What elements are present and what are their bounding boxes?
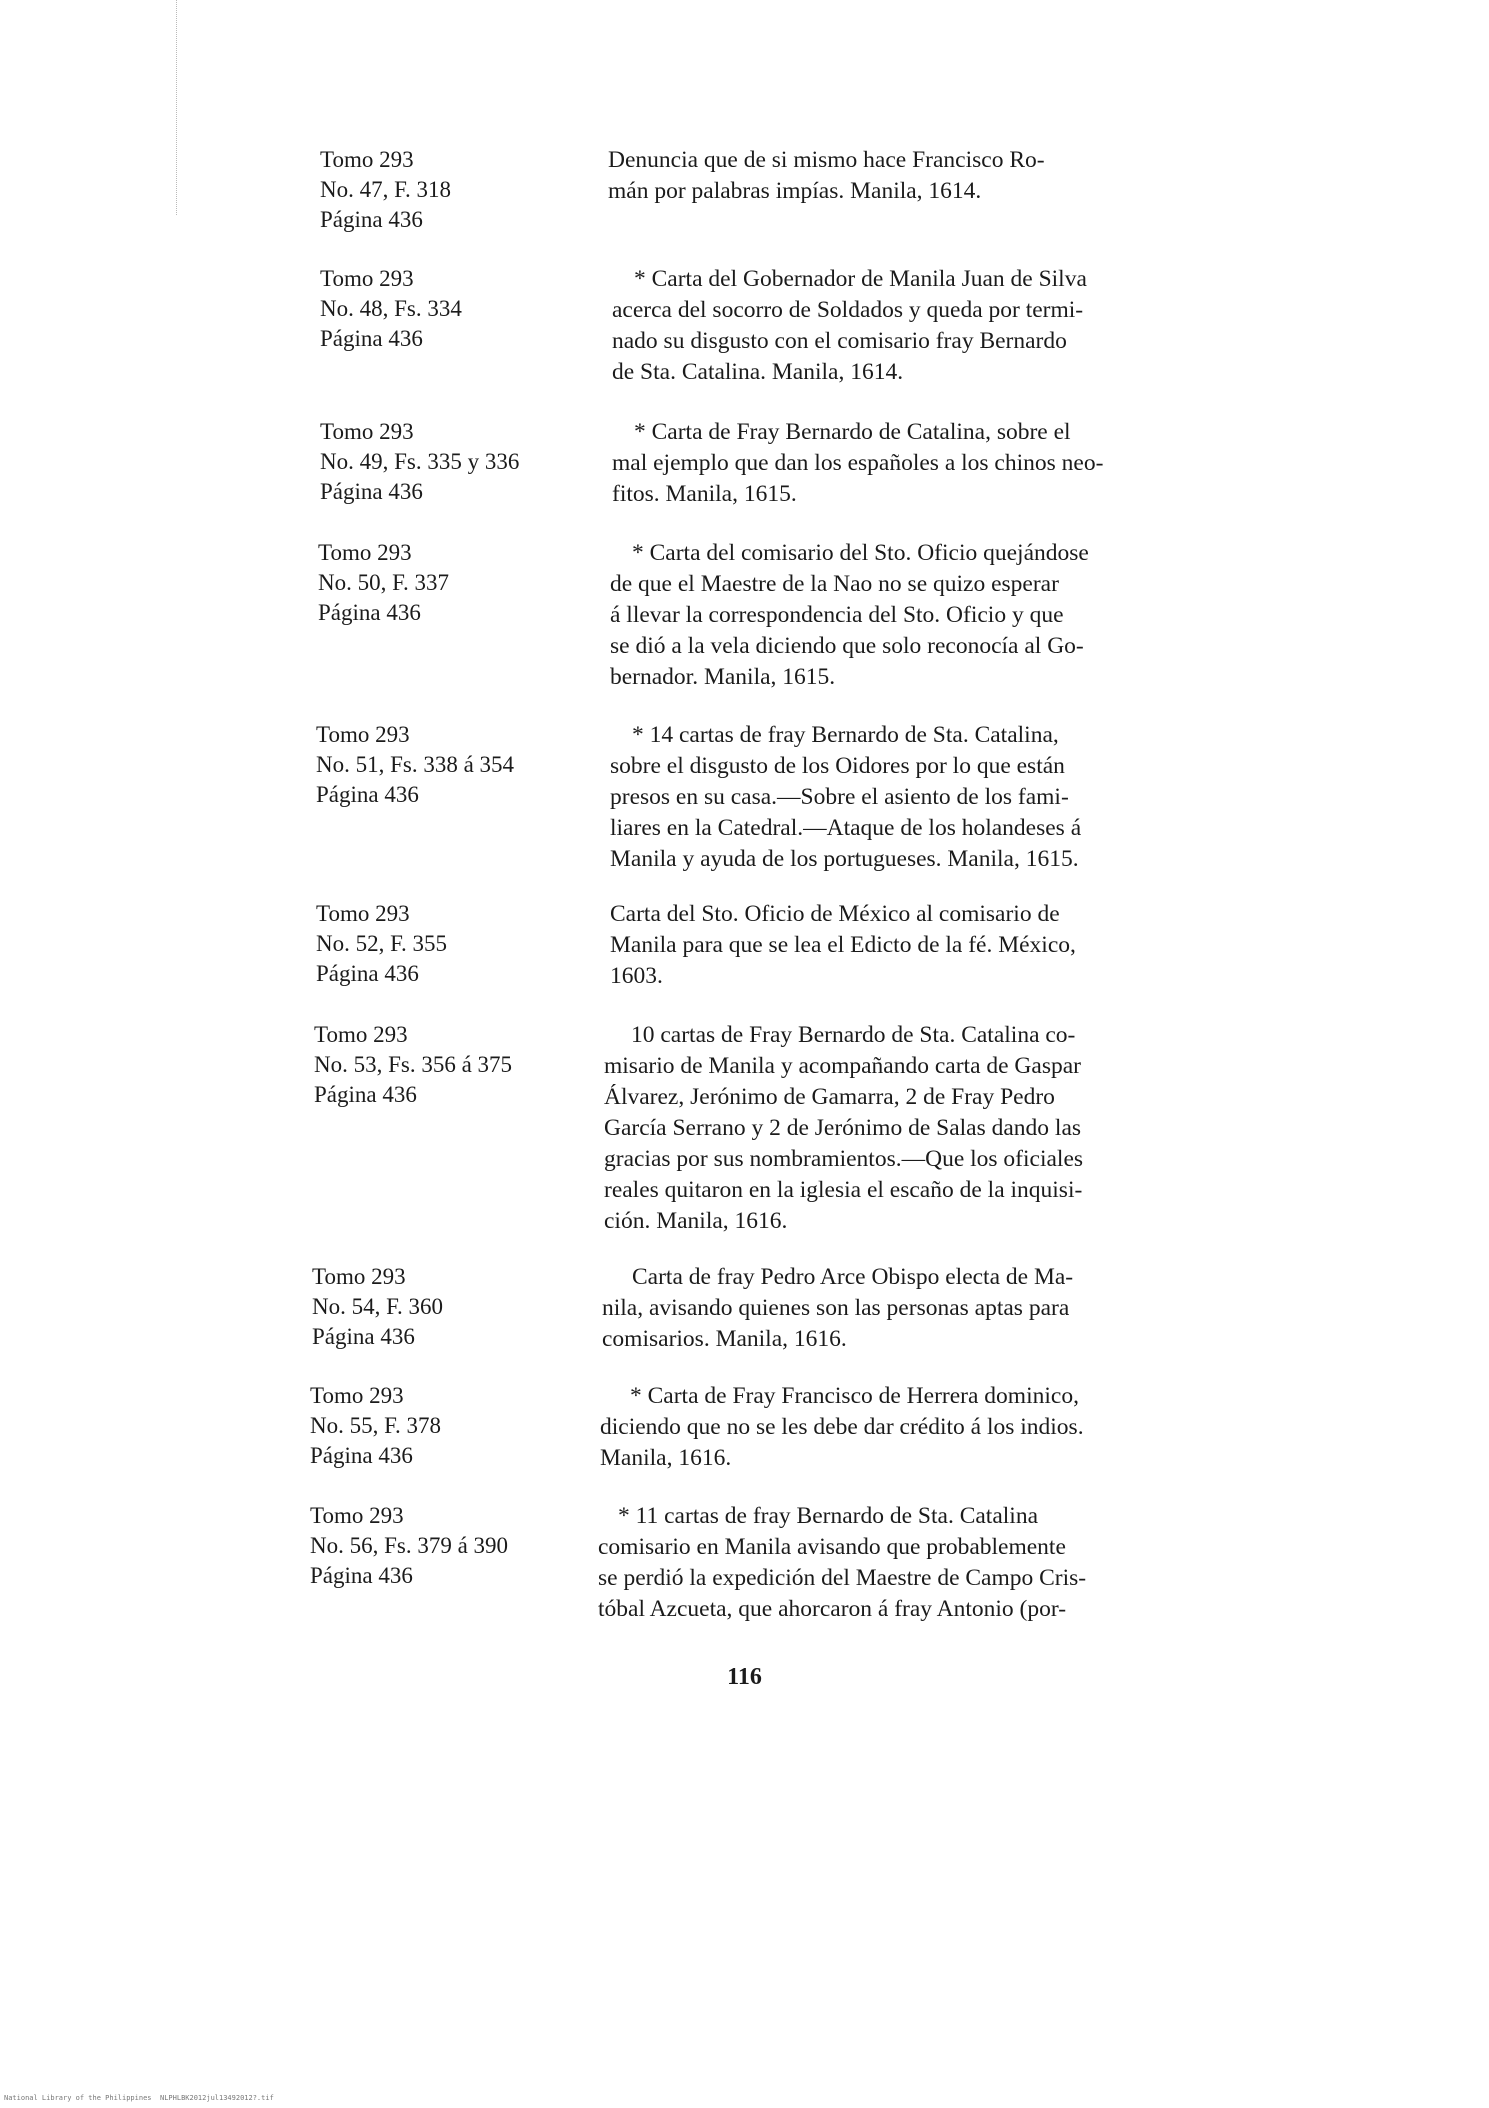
reference-block [320,264,462,354]
description-line: 10 cartas de Fray Bernardo de Sta. Catalina co- [631,1022,1076,1048]
number-folio-label: No. 47, F. 318 [320,177,452,202]
description-line: se dió a la vela diciendo que solo reconocía al Go- [610,633,1084,659]
pagina-label: Página 436 [320,479,423,504]
number-folio-label: No. 54, F. 360 [312,1294,444,1319]
description-line: Carta de fray Pedro Arce Obispo electa de Ma- [632,1264,1074,1290]
description-line: á llevar la correspondencia del Sto. Oficio y que [610,602,1064,628]
description-line: mal ejemplo que dan los españoles a los chinos neo- [612,450,1104,476]
number-folio-label: No. 53, Fs. 356 á 375 [314,1052,513,1077]
description-line: Manila, 1616. [600,1445,732,1471]
number-folio-label: No. 56, Fs. 379 á 390 [310,1533,509,1558]
tomo-label: Tomo 293 [316,901,410,926]
description-line: * 14 cartas de fray Bernardo de Sta. Catalina, [632,722,1059,748]
reference-block [310,1381,441,1471]
tomo-label: Tomo 293 [314,1022,408,1047]
number-folio-label: No. 55, F. 378 [310,1413,442,1438]
description-line: * Carta de Fray Bernardo de Catalina, sobre el [634,419,1071,445]
pagina-label: Página 436 [318,600,421,625]
description-line: Manila para que se lea el Edicto de la fé. México, [610,932,1076,958]
description-line: Carta del Sto. Oficio de México al comisario de [610,901,1060,927]
description-line: 1603. [610,963,663,989]
description-line: García Serrano y 2 de Jerónimo de Salas dando las [604,1115,1082,1141]
reference-block [314,1020,512,1110]
reference-block [312,1262,443,1352]
tomo-label: Tomo 293 [320,266,414,291]
description-line: fitos. Manila, 1615. [612,481,797,507]
reference-block [310,1501,508,1591]
description-line: * Carta del comisario del Sto. Oficio quejándose [632,540,1089,566]
tomo-label: Tomo 293 [318,540,412,565]
description-line: de que el Maestre de la Nao no se quizo esperar [610,571,1059,597]
description-line: Manila y ayuda de los portugueses. Manila, 1615. [610,846,1079,872]
description-line: de Sta. Catalina. Manila, 1614. [612,359,904,385]
pagina-label: Página 436 [316,961,419,986]
entry-description [600,1381,1204,1474]
tomo-label: Tomo 293 [320,419,414,444]
footer-source: National Library of the Philippines [4,2094,152,2102]
pagina-label: Página 436 [312,1324,415,1349]
description-line: tóbal Azcueta, que ahorcaron á fray Antonio (por- [598,1596,1067,1622]
description-line: se perdió la expedición del Maestre de Campo Cris- [598,1565,1087,1591]
entry-description [612,417,1212,510]
reference-block [316,720,514,810]
reference-block [316,899,447,989]
entry-description [610,538,1210,693]
description-line: presos en su casa.—Sobre el asiento de los fami- [610,784,1069,810]
description-line: nila, avisando quienes son las personas aptas para [602,1295,1070,1321]
scan-edge-mark [176,0,178,215]
description-line: acerca del socorro de Soldados y queda por termi- [612,297,1084,323]
description-line: * 11 cartas de fray Bernardo de Sta. Catalina [618,1503,1039,1529]
description-line: mán por palabras impías. Manila, 1614. [608,178,982,204]
tomo-label: Tomo 293 [316,722,410,747]
footer-file-name: NLPHLBK2012jul13492012?.tif [160,2094,274,2102]
description-line: bernador. Manila, 1615. [610,664,836,690]
pagina-label: Página 436 [310,1563,413,1588]
description-line: Denuncia que de si mismo hace Francisco Ro- [608,147,1045,173]
entry-description [604,1020,1208,1237]
entry-description [610,899,1210,992]
tomo-label: Tomo 293 [312,1264,406,1289]
pagina-label: Página 436 [316,782,419,807]
number-folio-label: No. 52, F. 355 [316,931,448,956]
entry-description [598,1501,1202,1625]
description-line: comisario en Manila avisando que probablemente [598,1534,1066,1560]
description-line: diciendo que no se les debe dar crédito á los indios. [600,1414,1084,1440]
reference-block [318,538,449,628]
tomo-label: Tomo 293 [310,1383,404,1408]
pagina-label: Página 436 [320,207,423,232]
description-line: Álvarez, Jerónimo de Gamarra, 2 de Fray Pedro [604,1084,1055,1110]
tomo-label: Tomo 293 [320,147,414,172]
pagina-label: Página 436 [310,1443,413,1468]
number-folio-label: No. 51, Fs. 338 á 354 [316,752,515,777]
entry-description [610,720,1210,875]
description-line: gracias por sus nombramientos.—Que los oficiales [604,1146,1084,1172]
description-line: ción. Manila, 1616. [604,1208,788,1234]
description-line: * Carta de Fray Francisco de Herrera dominico, [630,1383,1079,1409]
entry-description [608,145,1211,207]
entry-description [612,264,1212,388]
reference-block [320,145,451,235]
description-line: misario de Manila y acompañando carta de Gaspar [604,1053,1081,1079]
description-line: reales quitaron en la iglesia el escaño de la inquisi- [604,1177,1083,1203]
number-folio-label: No. 50, F. 337 [318,570,450,595]
number-folio-label: No. 48, Fs. 334 [320,296,462,321]
pagina-label: Página 436 [314,1082,417,1107]
description-line: comisarios. Manila, 1616. [602,1326,847,1352]
description-line: sobre el disgusto de los Oidores por lo que están [610,753,1065,779]
tomo-label: Tomo 293 [310,1503,404,1528]
description-line: liares en la Catedral.—Ataque de los holandeses á [610,815,1082,841]
description-line: nado su disgusto con el comisario fray Bernardo [612,328,1067,354]
reference-block [320,417,519,507]
number-folio-label: No. 49, Fs. 335 y 336 [320,449,520,474]
entry-description [602,1262,1206,1355]
description-line: * Carta del Gobernador de Manila Juan de Silva [634,266,1087,292]
page-number: 116 [727,1664,762,1690]
pagina-label: Página 436 [320,326,423,351]
